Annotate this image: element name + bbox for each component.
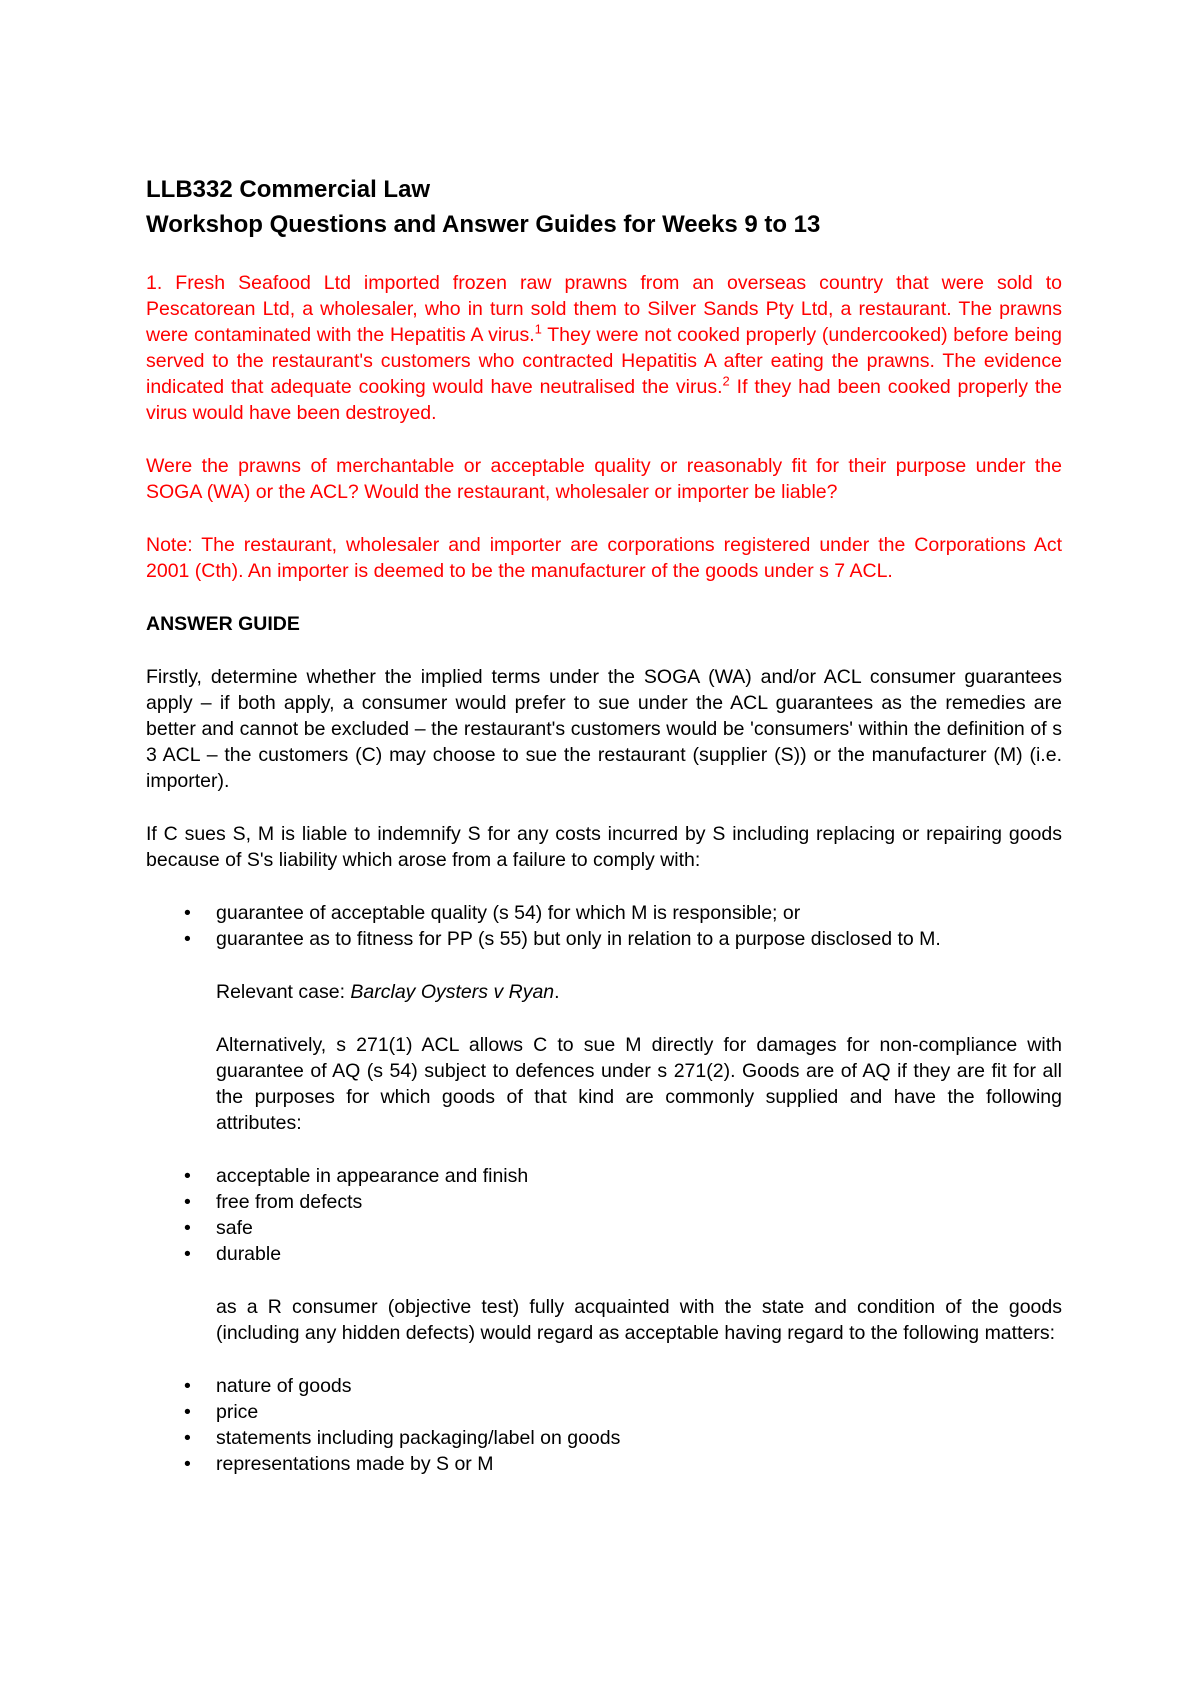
question-text-part2: They were not cooked properly (undercooked) before being served to the restaurant's customers who contracted Hepatitis A after eating the prawns. The evidence indicated that adequate cooking would have neutralised the virus. <box>146 324 1062 398</box>
bullet-icon: • <box>184 902 191 924</box>
answer-paragraph-1: Firstly, determine whether the implied terms under the SOGA (WA) and/or ACL consumer guarantees apply – if both apply, a consumer would prefer to sue under the ACL guarantees as the remedies are better and cannot be excluded – the restaurant's customers would be 'consumers' within the definition of s 3 ACL – the customers (C) may choose to sue the restaurant (supplier (S)) or the manufacturer (M) (i.e. importer). <box>146 666 1062 792</box>
bullet-icon: • <box>184 1427 191 1449</box>
case-name: Barclay Oysters v Ryan <box>350 981 555 1003</box>
document-page <box>146 172 1062 1504</box>
bullet-icon: • <box>184 928 191 950</box>
answer-paragraph-4: as a R consumer (objective test) fully acquainted with the state and condition of the goods (including any hidden defects) would regard as acceptable having regard to the following matters: <box>216 1296 1062 1344</box>
attributes-list <box>146 1163 1062 1267</box>
list-item: • price <box>184 1401 259 1423</box>
answer-paragraph-2: If C sues S, M is liable to indemnify S for any costs incurred by S including replacing or repairing goods because of S's liability which arose from a failure to comply with: <box>146 823 1062 871</box>
list-item: • safe <box>184 1217 253 1239</box>
list-item: • free from defects <box>184 1191 363 1213</box>
relevant-case: Relevant case: Barclay Oysters v Ryan. <box>216 981 560 1003</box>
list-item: • durable <box>184 1243 282 1265</box>
answer-paragraph-3: Alternatively, s 271(1) ACL allows C to sue M directly for damages for non-compliance with guarantee of AQ (s 54) subject to defences under s 271(2). Goods are of AQ if they are fit for all the purposes for which goods of that kind are commonly supplied and have the following attributes: <box>216 1034 1062 1134</box>
list-item: • nature of goods <box>184 1375 352 1397</box>
bullet-icon: • <box>184 1375 191 1397</box>
guarantee-list <box>146 900 1062 952</box>
bullet-icon: • <box>184 1165 191 1187</box>
list-item: • acceptable in appearance and finish <box>184 1165 529 1187</box>
question-note: Note: The restaurant, wholesaler and importer are corporations registered under the Corporations Act 2001 (Cth). An importer is deemed to be the manufacturer of the goods under s 7 ACL. <box>146 534 1062 582</box>
answer-guide-heading: ANSWER GUIDE <box>146 613 300 635</box>
document-subtitle: Workshop Questions and Answer Guides for Weeks 9 to 13 <box>146 211 821 238</box>
list-item: • guarantee as to fitness for PP (s 55) but only in relation to a purpose disclosed to M. <box>184 928 941 950</box>
bullet-icon: • <box>184 1243 191 1265</box>
footnote-ref-2[interactable]: 2 <box>722 373 730 389</box>
bullet-icon: • <box>184 1217 191 1239</box>
list-item: • guarantee of acceptable quality (s 54) for which M is responsible; or <box>184 902 801 924</box>
list-item: • statements including packaging/label on goods <box>184 1427 621 1449</box>
bullet-icon: • <box>184 1191 191 1213</box>
question-text-part1: Fresh Seafood Ltd imported frozen raw prawns from an overseas country that were sold to Pescatorean Ltd, a wholesaler, who in turn sold them to Silver Sands Pty Ltd, a restaurant. The prawns were contaminated with the Hepatitis A virus. <box>146 272 1062 346</box>
course-title: LLB332 Commercial Law <box>146 176 431 203</box>
bullet-icon: • <box>184 1401 191 1423</box>
matters-list <box>146 1373 1062 1477</box>
question-number: 1. <box>146 272 163 294</box>
question-1 <box>146 270 1062 426</box>
list-item: • representations made by S or M <box>184 1453 494 1475</box>
footnote-ref-1[interactable]: 1 <box>534 321 542 337</box>
question-prompt: Were the prawns of merchantable or acceptable quality or reasonably fit for their purpose under the SOGA (WA) or the ACL? Would the restaurant, wholesaler or importer be liable? <box>146 455 1062 503</box>
bullet-icon: • <box>184 1453 191 1475</box>
question-text-part3: If they had been cooked properly the virus would have been destroyed. <box>146 376 1062 424</box>
